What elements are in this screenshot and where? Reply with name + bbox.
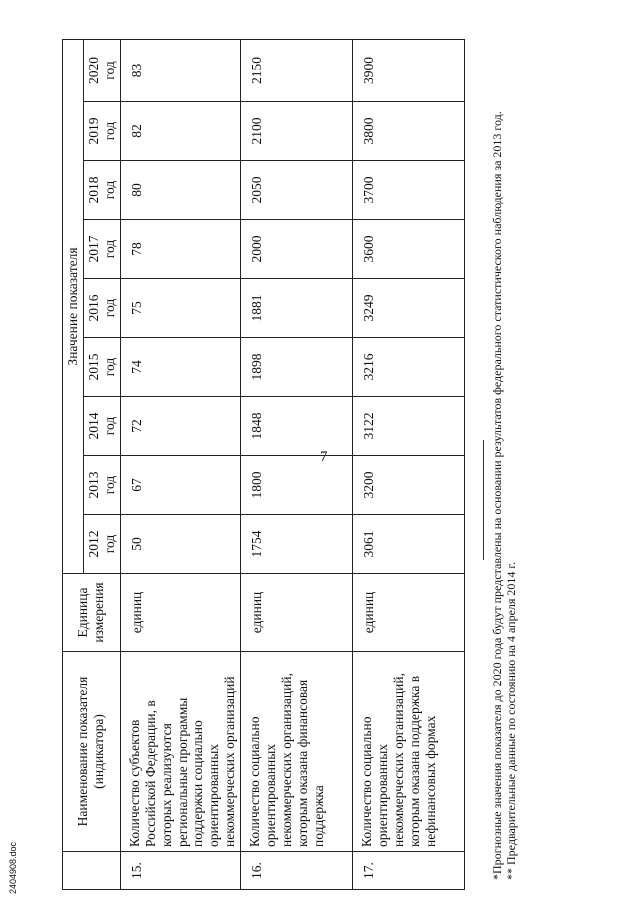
row-name: Количество социально ориентированных некоммерческих организаций, которым оказана финансовая поддержка	[241, 652, 353, 852]
header-year: 2013 год	[83, 456, 120, 515]
header-name: Наименование показателя (индикатора)	[63, 652, 121, 852]
footnotes	[490, 111, 519, 880]
header-index	[63, 852, 121, 890]
separator-rule	[483, 440, 484, 560]
page-number: 7	[320, 449, 328, 465]
row-value: 2100	[241, 102, 353, 161]
row-value: 75	[120, 279, 240, 338]
row-unit: единиц	[120, 574, 240, 652]
header-year: 2017 год	[83, 220, 120, 279]
row-value: 2000	[241, 220, 353, 279]
row-value: 2050	[241, 161, 353, 220]
table-row	[120, 39, 240, 889]
row-value: 74	[120, 338, 240, 397]
document-reference: 2404908.doc	[8, 841, 18, 894]
footnote-2: ** Предварительные данные по состоянию на 4 апреля 2014 г.	[504, 562, 519, 880]
header-year: 2012 год	[83, 515, 120, 574]
row-value: 80	[120, 161, 240, 220]
header-values: Значение показателя	[63, 39, 84, 573]
row-value: 3122	[353, 397, 465, 456]
row-value: 72	[120, 397, 240, 456]
row-index: 17.	[353, 852, 465, 890]
row-value: 50	[120, 515, 240, 574]
row-value: 3700	[353, 161, 465, 220]
row-value: 3600	[353, 220, 465, 279]
row-unit: единиц	[353, 574, 465, 652]
header-year: 2018 год	[83, 161, 120, 220]
table-row	[241, 39, 353, 889]
footnote-1: *Прогнозные значения показателя до 2020 года будут представлены на основании результатов федерального статистического наблюдения за 2013 год.	[490, 111, 504, 880]
row-value: 3900	[353, 39, 465, 101]
row-value: 1848	[241, 397, 353, 456]
indicators-table-rotated	[62, 40, 532, 890]
row-value: 3249	[353, 279, 465, 338]
header-year: 2014 год	[83, 397, 120, 456]
row-value: 1800	[241, 456, 353, 515]
row-name: Количество субъектов Российской Федерации, в которых реализуются региональные программы поддержки социально ориентированных некоммерческих организаций	[120, 652, 240, 852]
row-index: 15.	[120, 852, 240, 890]
row-name: Количество социально ориентированных некоммерческих организаций, которым оказана поддержка в нефинансовых формах	[353, 652, 465, 852]
row-value: 83	[120, 39, 240, 101]
row-index: 16.	[241, 852, 353, 890]
row-value: 1898	[241, 338, 353, 397]
indicators-table	[62, 39, 465, 890]
table-row	[353, 39, 465, 889]
header-year: 2015 год	[83, 338, 120, 397]
row-value: 3216	[353, 338, 465, 397]
row-value: 78	[120, 220, 240, 279]
row-value: 67	[120, 456, 240, 515]
row-value: 2150	[241, 39, 353, 101]
header-year: 2020 год	[83, 39, 120, 101]
row-value: 82	[120, 102, 240, 161]
header-year: 2019 год	[83, 102, 120, 161]
row-value: 3200	[353, 456, 465, 515]
row-unit: единиц	[241, 574, 353, 652]
row-value: 3061	[353, 515, 465, 574]
header-year: 2016 год	[83, 279, 120, 338]
row-value: 1881	[241, 279, 353, 338]
row-value: 1754	[241, 515, 353, 574]
header-unit: Единица измерения	[63, 574, 121, 652]
row-value: 3800	[353, 102, 465, 161]
